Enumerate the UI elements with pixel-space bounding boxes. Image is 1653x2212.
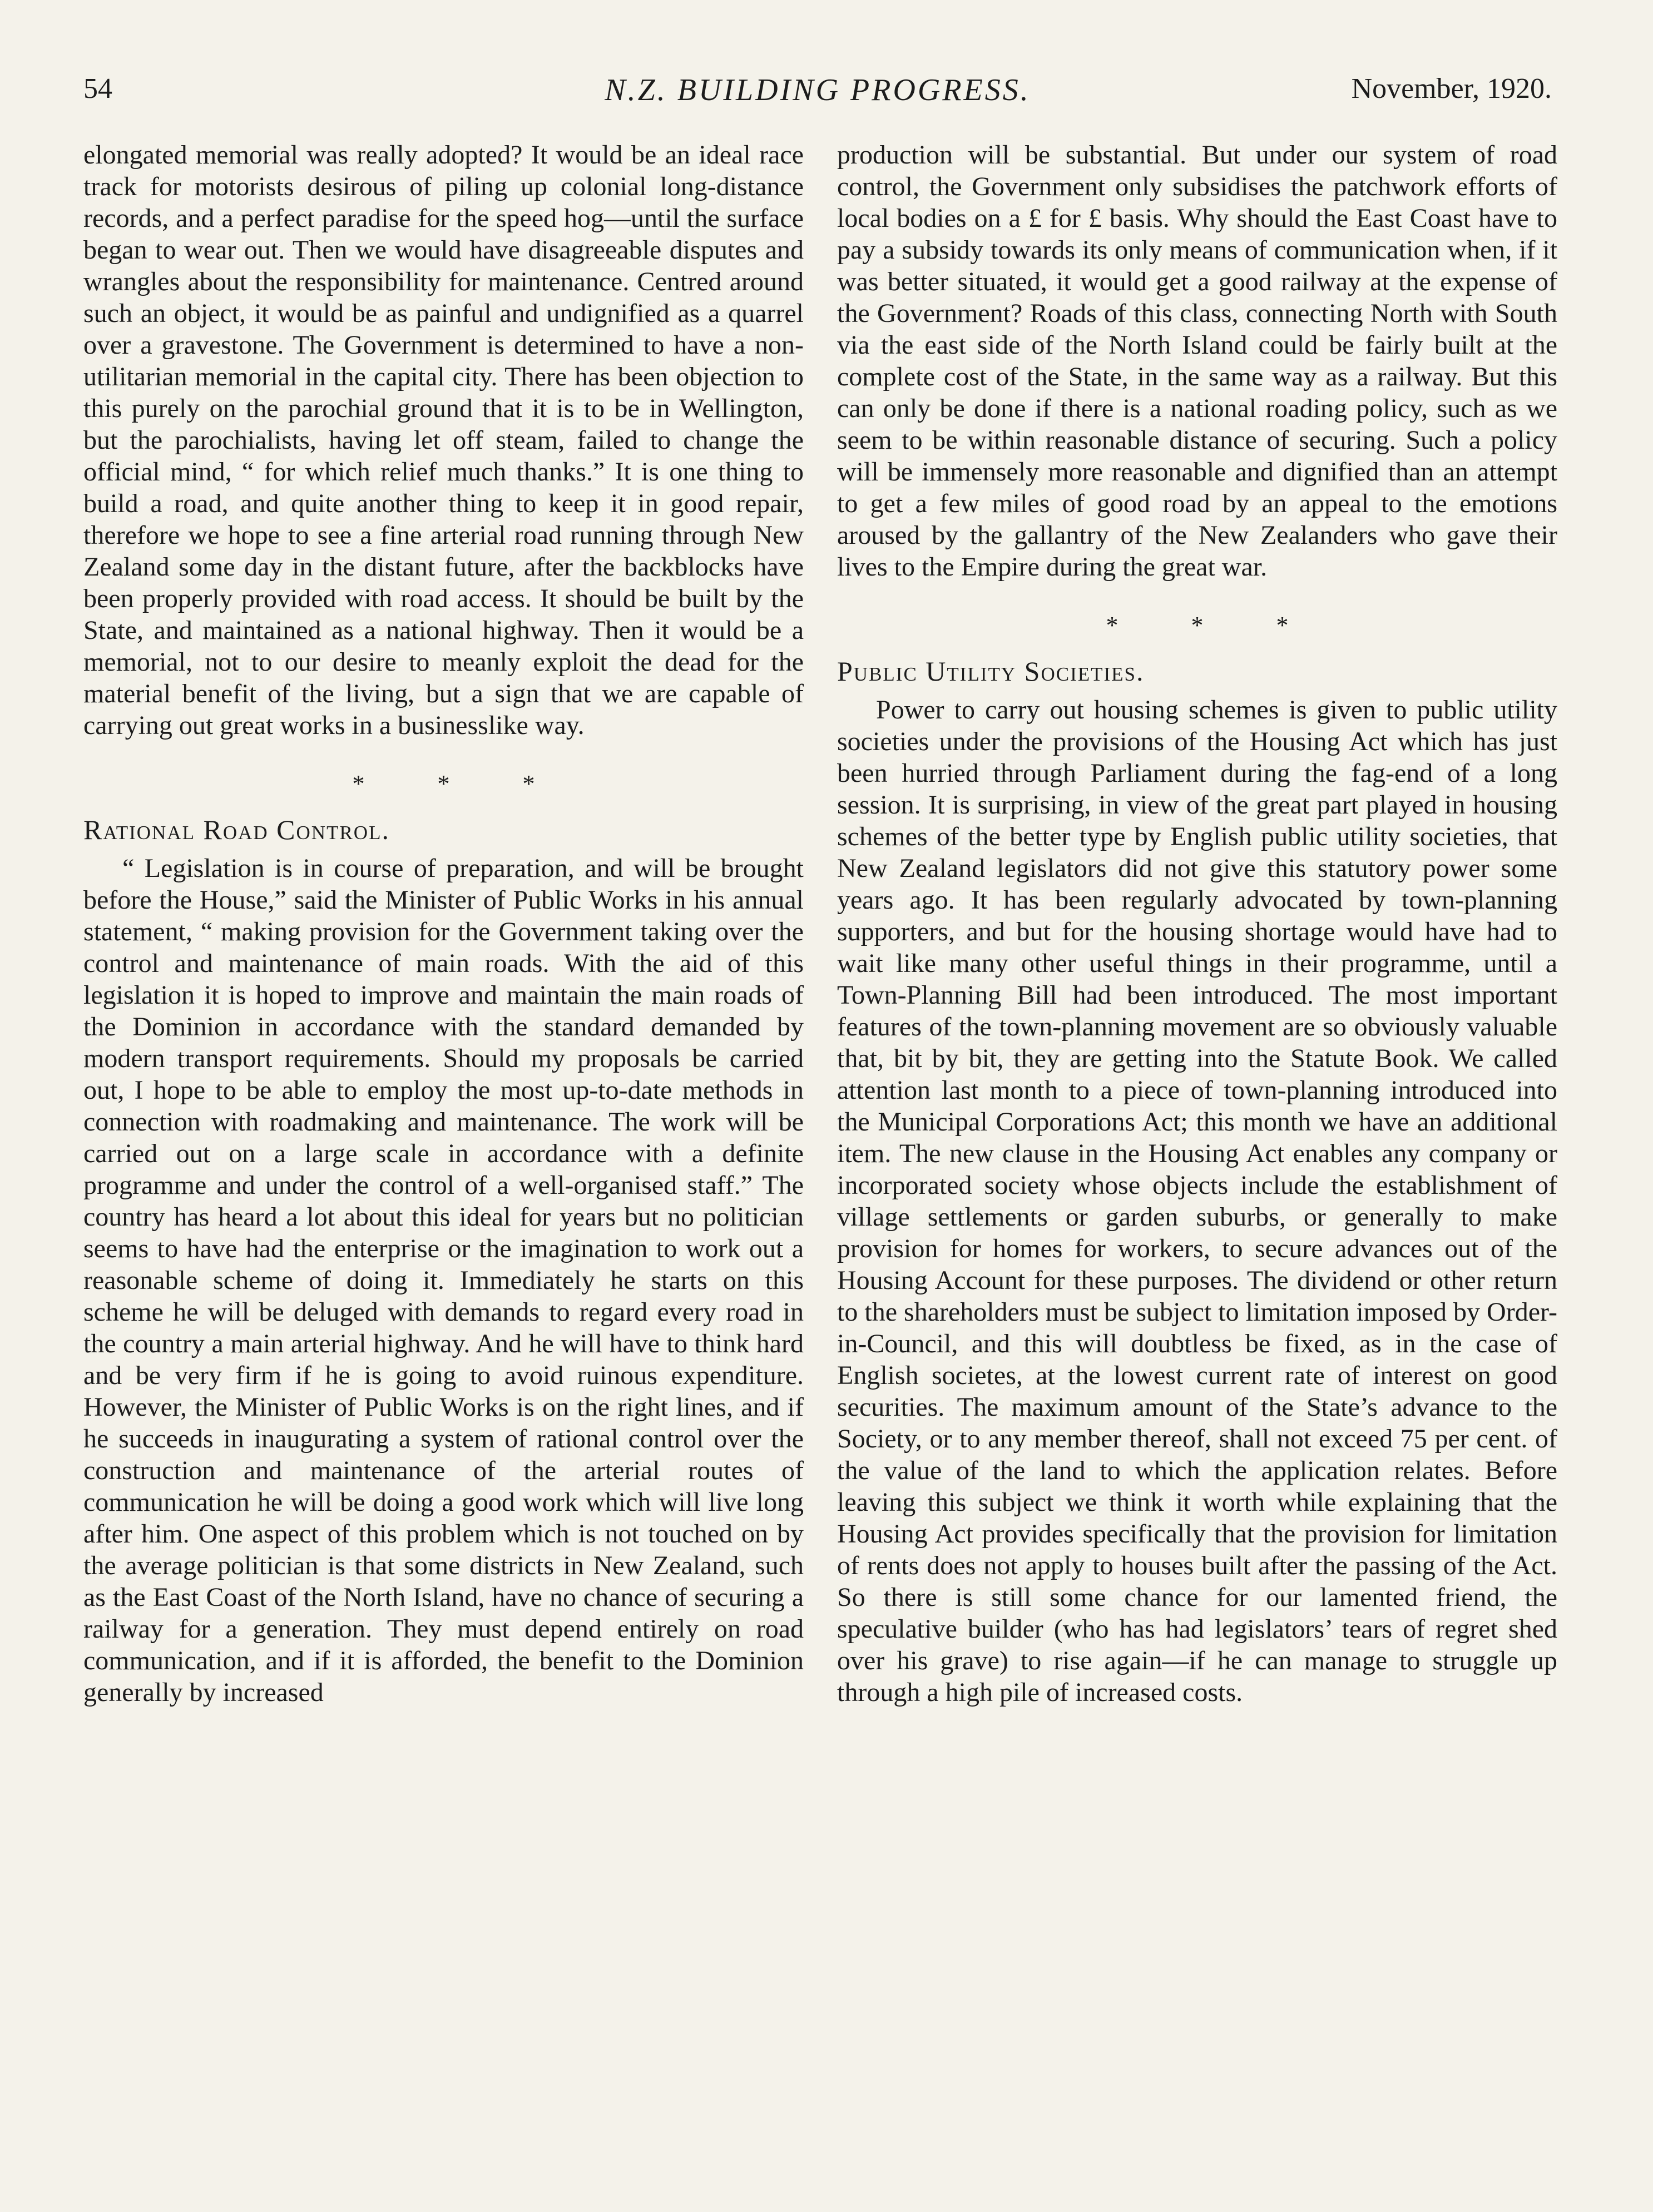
page-number: 54	[83, 73, 112, 105]
continuation-paragraph-right: production will be substantial. But under our system of road control, the Government only subsidises the patchwork efforts of local bodies on a £ for £ basis. Why should the East Coast have to pay a subsidy towards its only means of communication when, if it was better situated, it would get a good railway at the expense of the Government? Roads of this class, connecting North with South via the east side of the North Island could be fairly built at the complete cost of the State, in the same way as a railway. But this can only be done if there is a national roading policy, such as we seem to be within reasonable distance of securing. Such a policy will be immensely more reasonable and dignified than an attempt to get a few miles of good road by an appeal to the emotions aroused by the gallantry of the New Zealanders who gave their lives to the Empire during the great war.	[837, 140, 1557, 582]
rational-road-control-paragraph: “ Legislation is in course of preparation, and will be brought before the House,” said the Minister of Public Works in his annual statement, “ making provision for the Government taking over the control and maintenance of main roads. With the aid of this legislation it is hoped to improve and maintain the main roads of the Dominion in accordance with the standard demanded by modern transport requirements. Should my proposals be carried out, I hope to be able to employ the most up-to-date methods in connection with roadmaking and maintenance. The work will be carried out on a large scale in accordance with a definite programme and under the control of a well-organised staff.” The country has heard a lot about this ideal for years but no politician seems to have had the enterprise or the imagination to work out a reasonable scheme of doing it. Immediately he starts on this scheme he will be deluged with demands to regard every road in the country a main arterial highway. And he will have to think hard and be very firm if he is going to avoid ruinous expenditure. However, the Minister of Public Works is on the right lines, and if he succeeds in inaugurating a system of rational control over the construction and maintenance of the arterial routes of communication he will be doing a good work which will live long after him. One aspect of this problem which is not touched on by the average politician is that some districts in New Zealand, such as the East Coast of the North Island, have no chance of securing a railway for a generation. They must depend entirely on road communication, and if it is afforded, the benefit to the Dominion generally by increased	[83, 854, 804, 1707]
right-column	[837, 139, 1557, 1708]
public-utility-societies-paragraph: Power to carry out housing schemes is given to public utility societies under the provisions of the Housing Act which has just been hurried through Parliament during the fag-end of a long session. It is surprising, in view of the great part played in housing schemes of the better type by English public utility societies, that New Zealand legislators did not give this statutory power some years ago. It has been regularly advocated by town-planning supporters, and but for the housing shortage would have had to wait like many other useful things in their programme, until a Town-Planning Bill had been introduced. The most important features of the town-planning movement are so obviously valuable that, bit by bit, they are getting into the Statute Book. We called attention last month to a piece of town-planning introduced into the Municipal Corporations Act; this month we have an additional item. The new clause in the Housing Act enables any company or incorporated society whose objects include the establishment of village settlements or garden suburbs, or generally to make provision for homes for workers, to secure advances out of the Housing Account for these purposes. The dividend or other return to the shareholders must be subject to limitation imposed by Order-in-Council, and this will doubtless be fixed, as in the case of English societes, at the lowest current rate of interest on good securities. The maximum amount of the State’s advance to the Society, or to any member thereof, shall not exceed 75 per cent. of the value of the land to which the application relates. Before leaving this subject we think it worth while explaining that the Housing Act provides specifically that the provision for limitation of rents does not apply to houses built after the passing of the Act. So there is still some chance for our lamented friend, the speculative builder (who has had legislators’ tears of regret shed over his grave) to rise again—if he can manage to struggle up through a high pile of increased costs.	[837, 695, 1557, 1707]
section-heading-public-utility-societies: Public Utility Societies.	[837, 656, 1145, 687]
journal-title: N.Z. BUILDING PROGRESS.	[605, 73, 1031, 107]
page-header	[83, 72, 1552, 117]
section-heading-rational-road-control: Rational Road Control.	[83, 814, 390, 845]
issue-date: November, 1920.	[1351, 73, 1552, 105]
section-separator: * * *	[352, 770, 568, 797]
left-column	[83, 139, 804, 1708]
section-separator: * * *	[1106, 612, 1322, 639]
continuation-paragraph-left: elongated memorial was really adopted? It would be an ideal race track for motorists desirous of piling up colonial long-distance records, and a perfect paradise for the speed hog—until the surface began to wear out. Then we would have disagreeable disputes and wrangles about the responsibility for maintenance. Centred around such an object, it would be as painful and undignified as a quarrel over a gravestone. The Government is determined to have a non-utilitarian memorial in the capital city. There has been objection to this purely on the parochial ground that it is to be in Wellington, but the parochialists, having let off steam, failed to change the official mind, “ for which relief much thanks.” It is one thing to build a road, and quite another thing to keep it in good repair, therefore we hope to see a fine arterial road running through New Zealand some day in the distant future, after the backblocks have been properly provided with road access. It should be built by the State, and maintained as a national highway. Then it would be a memorial, not to our desire to meanly exploit the dead for the material benefit of the living, but a sign that we are capable of carrying out great works in a businesslike way.	[83, 140, 804, 740]
